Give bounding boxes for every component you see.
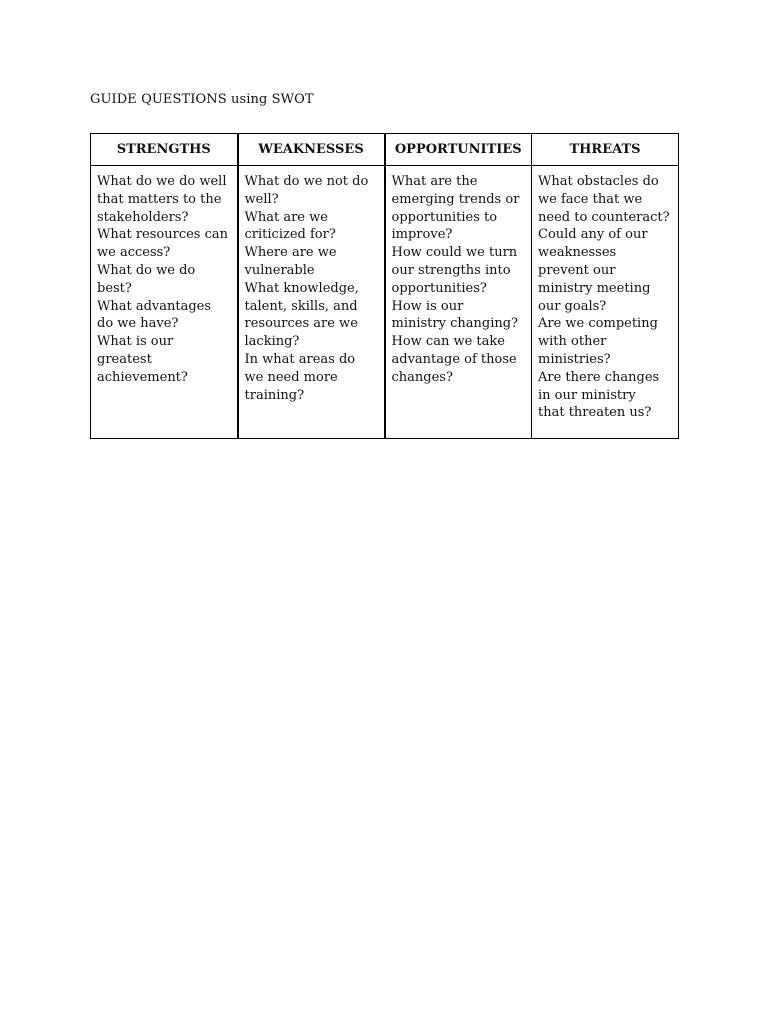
- threats-question-line: ministry meeting: [538, 280, 651, 296]
- threats-question-line: need to counteract?: [538, 209, 670, 225]
- header-weaknesses: WEAKNESSES: [238, 134, 385, 166]
- weaknesses-question-line: lacking?: [244, 334, 300, 350]
- weaknesses-question-line: In what areas do: [244, 351, 356, 367]
- threats-question-line: that threaten us?: [538, 405, 652, 421]
- threats-question-line: What obstacles do: [538, 174, 659, 189]
- opportunities-question-line: ministry changing?: [391, 316, 519, 332]
- strengths-question-line: What do we do: [97, 262, 196, 278]
- strengths-question-line: stakeholders?: [97, 209, 189, 225]
- header-threats: THREATS: [532, 134, 679, 166]
- weaknesses-question-line: talent, skills, and: [244, 298, 358, 314]
- weaknesses-question-line: Where are we: [244, 245, 337, 261]
- threats-cell: [532, 166, 679, 439]
- weaknesses-question-line: training?: [244, 387, 305, 403]
- weaknesses-question-line: resources are we: [244, 316, 358, 332]
- strengths-question-line: achievement?: [97, 369, 188, 385]
- weaknesses-question-line: vulnerable: [244, 262, 315, 278]
- opportunities-question-line: changes?: [391, 369, 453, 385]
- opportunities-cell: [385, 166, 532, 439]
- strengths-question-line: we access?: [97, 245, 171, 261]
- strengths-question-line: do we have?: [97, 316, 179, 332]
- opportunities-question-line: opportunities?: [391, 280, 487, 296]
- threats-question-line: ministries?: [538, 351, 611, 367]
- page-title: GUIDE QUESTIONS using SWOT: [90, 92, 314, 107]
- strengths-cell: [91, 166, 238, 439]
- header-opportunities: OPPORTUNITIES: [385, 134, 532, 166]
- opportunities-question-line: How can we take: [391, 334, 505, 350]
- opportunities-question-line: What are the: [391, 174, 478, 189]
- weaknesses-cell: [238, 166, 385, 439]
- swot-table: [90, 133, 679, 439]
- threats-question-line: our goals?: [538, 298, 607, 314]
- strengths-question-line: What is our: [97, 334, 174, 350]
- weaknesses-question-line: What knowledge,: [244, 280, 359, 296]
- threats-question-line: Are there changes: [538, 369, 660, 385]
- weaknesses-question-line: we need more: [244, 369, 338, 385]
- strengths-question-line: best?: [97, 280, 132, 296]
- threats-question-line: weaknesses: [538, 245, 617, 261]
- threats-question-line: Could any of our: [538, 227, 648, 243]
- weaknesses-question-line: What are we: [244, 209, 328, 225]
- threats-question-line: we face that we: [538, 191, 643, 207]
- strengths-question-line: What advantages: [97, 298, 212, 314]
- opportunities-question-line: advantage of those: [391, 351, 517, 367]
- opportunities-question-line: our strengths into: [391, 262, 511, 278]
- opportunities-question-line: emerging trends or: [391, 191, 520, 207]
- table-header-row: [91, 134, 679, 166]
- opportunities-question-line: opportunities to: [391, 209, 498, 225]
- weaknesses-question-line: well?: [244, 191, 279, 207]
- opportunities-question-line: How could we turn: [391, 245, 518, 261]
- table-row: [91, 166, 679, 439]
- strengths-question-line: that matters to the: [97, 191, 222, 207]
- weaknesses-question-line: What do we not do: [244, 174, 369, 189]
- threats-question-line: with other: [538, 334, 607, 350]
- strengths-question-line: greatest: [97, 351, 152, 367]
- opportunities-question-line: improve?: [391, 227, 453, 243]
- opportunities-question-line: How is our: [391, 298, 464, 314]
- threats-question-line: in our ministry: [538, 387, 636, 403]
- strengths-question-line: What resources can: [97, 227, 229, 243]
- threats-question-line: Are we competing: [538, 316, 658, 332]
- threats-question-line: prevent our: [538, 262, 616, 278]
- strengths-question-line: What do we do well: [97, 174, 227, 189]
- header-strengths: STRENGTHS: [91, 134, 238, 166]
- weaknesses-question-line: criticized for?: [244, 227, 336, 243]
